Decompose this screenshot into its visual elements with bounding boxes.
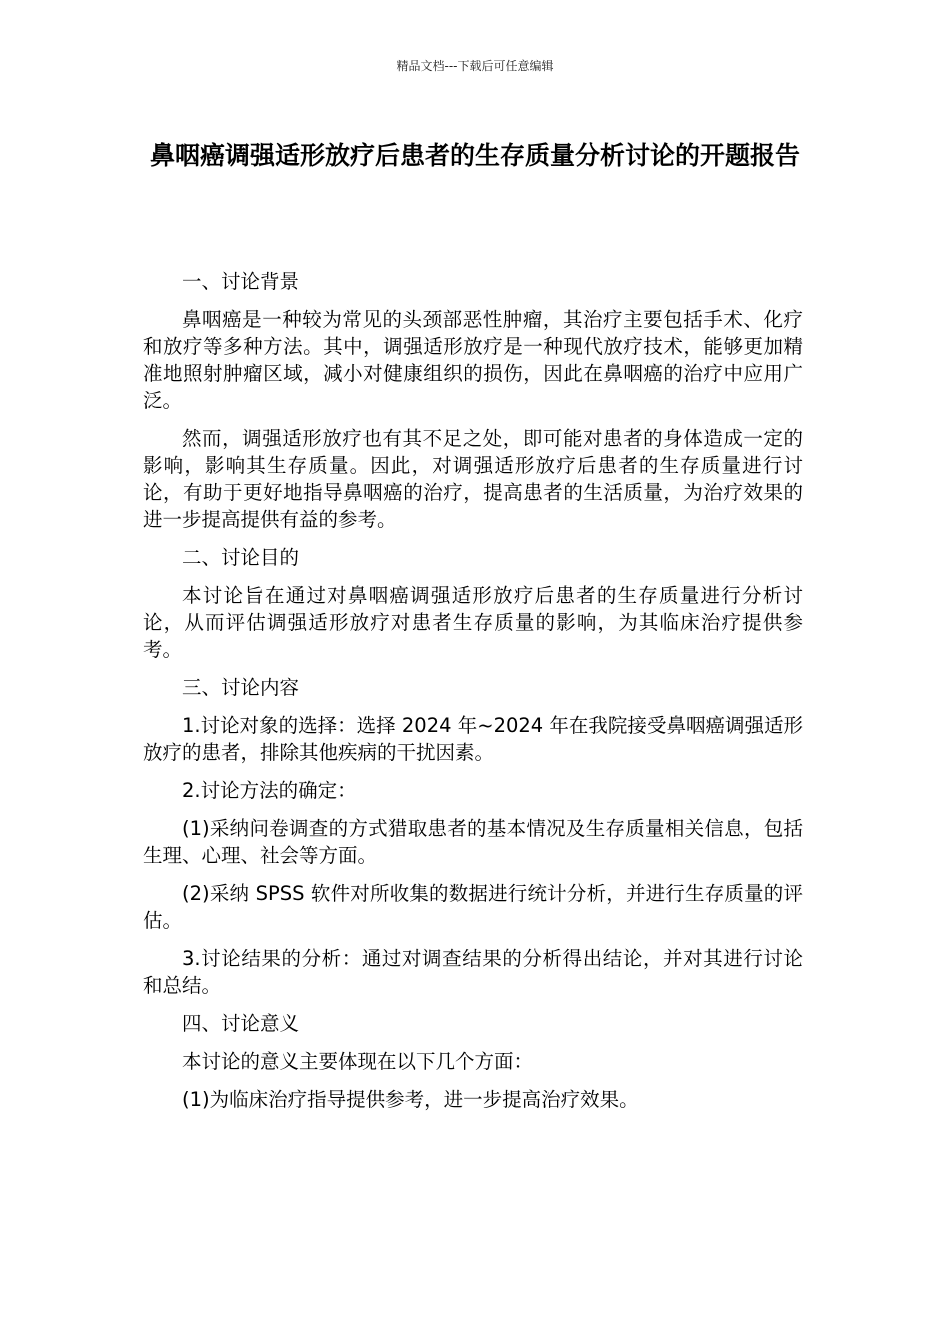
section-heading-significance: 四、讨论意义 <box>182 1012 300 1035</box>
paragraph-significance-intro: 本讨论的意义主要体现在以下几个方面： <box>182 1050 534 1073</box>
document-body <box>143 268 803 1124</box>
paragraph-background-2: 然而，调强适形放疗也有其不足之处，即可能对患者的身体造成一定的影响，影响其生存质量。因此，对调强适形放疗后患者的生存质量进行讨论，有助于更好地指导鼻咽癌的治疗，提高患者的生活质量，为治疗效果的进一步提高提供有益的参考。 <box>143 427 803 531</box>
section-heading-purpose: 二、讨论目的 <box>182 546 300 569</box>
section-heading-content: 三、讨论内容 <box>182 676 300 699</box>
header-note: 精品文档---下载后可任意编辑 <box>396 59 554 73</box>
paragraph-purpose: 本讨论旨在通过对鼻咽癌调强适形放疗后患者的生存质量进行分析讨论，从而评估调强适形放疗对患者生存质量的影响，为其临床治疗提供参考。 <box>143 584 803 661</box>
paragraph-significance-1: (1)为临床治疗指导提供参考，进一步提高治疗效果。 <box>182 1088 639 1111</box>
paragraph-content-methods: 2.讨论方法的确定： <box>182 779 357 802</box>
paragraph-method-spss: (2)采纳 SPSS 软件对所收集的数据进行统计分析，并进行生存质量的评估。 <box>143 882 803 932</box>
paragraph-method-survey: (1)采纳问卷调查的方式猎取患者的基本情况及生存质量相关信息，包括生理、心理、社会等方面。 <box>143 817 803 867</box>
paragraph-content-analysis: 3.讨论结果的分析：通过对调查结果的分析得出结论，并对其进行讨论和总结。 <box>143 947 803 997</box>
paragraph-content-subjects: 1.讨论对象的选择：选择 2024 年~2024 年在我院接受鼻咽癌调强适形放疗的患者，排除其他疾病的干扰因素。 <box>143 714 803 764</box>
document-title: 鼻咽癌调强适形放疗后患者的生存质量分析讨论的开题报告 <box>149 141 800 170</box>
section-heading-background: 一、讨论背景 <box>182 270 300 293</box>
paragraph-background-1: 鼻咽癌是一种较为常见的头颈部恶性肿瘤，其治疗主要包括手术、化疗和放疗等多种方法。其中，调强适形放疗是一种现代放疗技术，能够更加精准地照射肿瘤区域，减小对健康组织的损伤，因此在鼻咽癌的治疗中应用广泛。 <box>143 308 803 412</box>
